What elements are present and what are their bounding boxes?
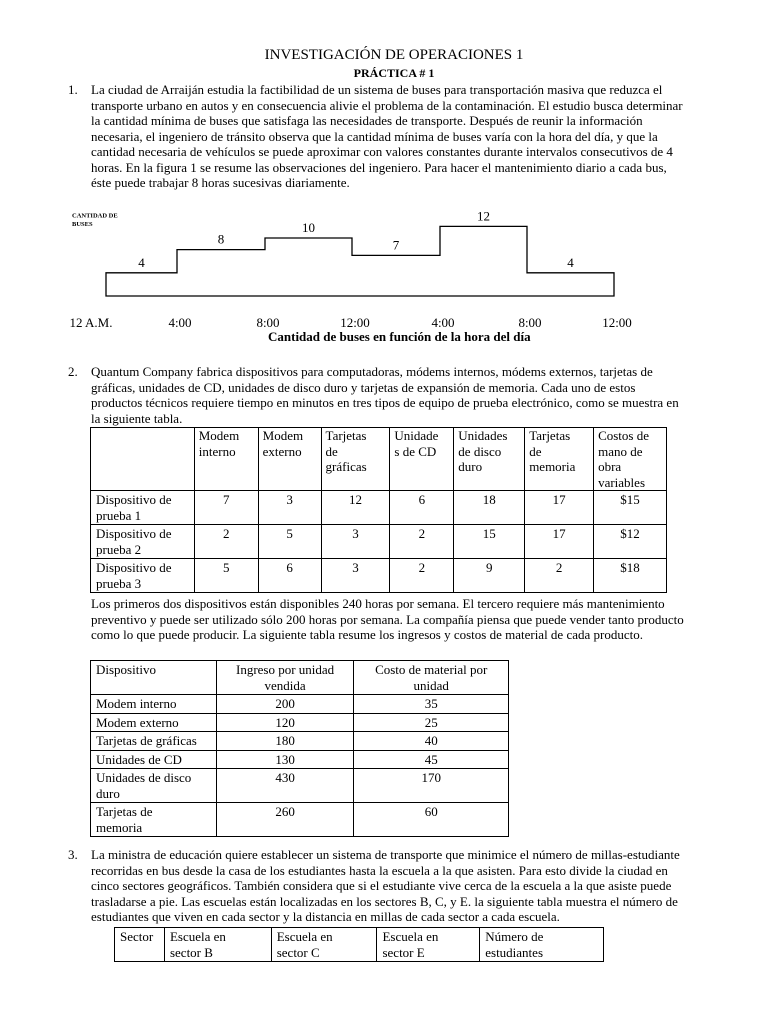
table-cell: 6: [258, 559, 321, 593]
table-cell: 5: [194, 559, 258, 593]
header-cell: Ingreso por unidad vendida: [216, 661, 354, 695]
header-cell: Sector: [115, 928, 165, 962]
table-cell: 3: [321, 525, 390, 559]
text-line: transporte urbano en autos y en consecuencia alivie el problema de la contaminación. El estudio busca determinar: [91, 97, 683, 113]
page-title: INVESTIGACIÓN DE OPERACIONES 1: [264, 47, 524, 63]
data-label: 4: [567, 254, 574, 270]
table-cell: 200: [216, 695, 354, 714]
header-cell: Tarjetas de memoria: [525, 428, 594, 491]
table-cell: 35: [354, 695, 509, 714]
table-row: [91, 491, 667, 525]
table-cell: 2: [390, 559, 454, 593]
table-cell: 17: [525, 525, 594, 559]
table-row: [91, 695, 509, 714]
text-line: trasladarse a pie. Las escuelas están localizadas en los sectores B, C, y E. la siguiente tabla muestra el número de: [91, 893, 678, 909]
table-cell: 2: [525, 559, 594, 593]
bus-step-chart: [0, 190, 768, 355]
header-cell: Número de estudiantes: [480, 928, 604, 962]
figure-caption: Cantidad de buses en función de la hora del día: [268, 329, 531, 344]
text-line: estudiantes que viven en cada sector y la distancia en millas de cada sector a cada escuela.: [91, 909, 560, 924]
x-tick-label: 4:00: [431, 315, 455, 330]
text-line: la siguiente tabla.: [91, 410, 183, 426]
table-row: [91, 559, 667, 593]
data-label: 4: [138, 254, 145, 270]
test-time-table: [90, 427, 667, 593]
text-line: horas. En la figura 1 se resume las observaciones del ingeniero. Para hacer el mantenimiento diario a cada bus,: [91, 159, 667, 175]
text-line: éste puede trabajar 8 horas sucesivas diariamente.: [91, 175, 350, 190]
question-2-text-2: [91, 596, 718, 643]
header-cell: Modem externo: [258, 428, 321, 491]
table-cell: 9: [454, 559, 525, 593]
text-line: cantidad necesaria de vehículos se puede aproximar con valores constantes durante intervalos consecutivos de 4: [91, 144, 673, 159]
table-row: [91, 803, 509, 837]
table-cell: 2: [390, 525, 454, 559]
table-cell: 3: [258, 491, 321, 525]
text-line: cinco sectores geográficos. También considera que si el estudiante vive cerca de la escuela a la que asiste puede: [91, 878, 672, 893]
row-label: Modem externo: [91, 713, 217, 732]
table-row: [91, 713, 509, 732]
question-2-number: 2.: [68, 364, 78, 379]
income-cost-table: [90, 660, 509, 837]
row-label: Tarjetas de memoria: [91, 803, 217, 837]
question-3-number: 3.: [68, 847, 78, 862]
text-line: La ministra de educación quiere establecer un sistema de transporte que minimice el número de millas-estudiante: [91, 847, 680, 862]
table-cell: 12: [321, 491, 390, 525]
table-row: [91, 750, 509, 769]
question-3-text: [91, 847, 718, 925]
y-axis-label-line-2: BUSES: [72, 221, 93, 228]
row-label: Unidades de disco duro: [91, 769, 217, 803]
header-cell: Costo de material por unidad: [354, 661, 509, 695]
table-header-row: [91, 661, 509, 695]
table-cell: 15: [454, 525, 525, 559]
table-cell: $18: [594, 559, 667, 593]
page-subtitle: PRÁCTICA # 1: [353, 66, 435, 80]
data-label: 7: [392, 237, 400, 253]
table-cell: 3: [321, 559, 390, 593]
table-cell: 130: [216, 750, 354, 769]
row-label: Dispositivo de prueba 2: [91, 525, 195, 559]
row-label: Unidades de CD: [91, 750, 217, 769]
table-cell: 170: [354, 769, 509, 803]
text-line: la cantidad mínima de buses que satisfaga las necesidades de transporte. Después de reunir la información: [91, 113, 643, 128]
text-line: preventivo y puede ser utilizado sólo 200 horas por semana. La compañía piensa que puede vender tanto producto: [91, 611, 684, 627]
table-row: [91, 732, 509, 751]
table-cell: 2: [194, 525, 258, 559]
row-label: Tarjetas de gráficas: [91, 732, 217, 751]
header-cell: Modem interno: [194, 428, 258, 491]
x-tick-label: 12:00: [340, 315, 370, 330]
x-tick-label: 8:00: [518, 315, 542, 330]
table-row: [91, 525, 667, 559]
table-cell: 6: [390, 491, 454, 525]
table-cell: $15: [594, 491, 667, 525]
header-cell: Escuela en sector C: [271, 928, 377, 962]
data-label: 12: [477, 208, 490, 224]
table-cell: 5: [258, 525, 321, 559]
question-2-text: [91, 364, 718, 426]
row-label: Modem interno: [91, 695, 217, 714]
table-cell: 260: [216, 803, 354, 837]
table-cell: 45: [354, 750, 509, 769]
header-cell: Costos de mano de obra variables: [594, 428, 667, 491]
header-cell: Escuela en sector E: [377, 928, 480, 962]
text-line: Los primeros dos dispositivos están disponibles 240 horas por semana. El tercero requiere más mantenimiento: [91, 596, 665, 611]
header-cell: Dispositivo: [91, 661, 217, 695]
table-cell: 120: [216, 713, 354, 732]
x-tick-label: 12:00: [602, 315, 632, 330]
table-row: [91, 769, 509, 803]
table-header-row: [91, 428, 667, 491]
table-cell: 18: [454, 491, 525, 525]
question-1-text: [91, 82, 718, 191]
table-cell: 40: [354, 732, 509, 751]
data-label: 10: [302, 220, 315, 235]
text-line: productos técnicos requiere tiempo en minutos en tres tipos de equipo de prueba electrónico, como se muestra en: [91, 395, 679, 410]
table-cell: 17: [525, 491, 594, 525]
x-tick-label: 8:00: [256, 315, 280, 330]
y-axis-label-line-1: CANTIDAD DE: [72, 212, 118, 220]
header-cell: Unidade s de CD: [390, 428, 454, 491]
table-header-row: [115, 928, 604, 962]
data-label: 8: [217, 231, 225, 247]
table-cell: 60: [354, 803, 509, 837]
header-cell: Unidades de disco duro: [454, 428, 525, 491]
row-label: Dispositivo de prueba 1: [91, 491, 195, 525]
header-cell: Escuela en sector B: [164, 928, 271, 962]
x-tick-label: 4:00: [168, 315, 192, 330]
schools-table: [114, 927, 604, 962]
text-line: como lo que puede producir. La siguiente tabla resume los ingresos y costos de material de cada producto.: [91, 627, 643, 642]
text-line: recorridas en bus desde la casa de los estudiantes hasta la escuela a la que asisten. Para esto divide la ciudad en: [91, 862, 668, 878]
text-line: gráficas, unidades de CD, unidades de disco duro y tarjetas de expansión de memoria. Cada uno de estos: [91, 379, 636, 395]
table-cell: 7: [194, 491, 258, 525]
header-cell: Tarjetas de gráficas: [321, 428, 390, 491]
table-cell: $12: [594, 525, 667, 559]
text-line: La ciudad de Arraiján estudia la factibilidad de un sistema de buses para transportación masiva que reduzca el: [91, 82, 663, 97]
step-line: [106, 226, 614, 296]
question-1-number: 1.: [68, 82, 78, 97]
text-line: Quantum Company fabrica dispositivos para computadoras, módems internos, módems externos, tarjetas de: [91, 364, 653, 379]
table-cell: 430: [216, 769, 354, 803]
header-cell: [91, 428, 195, 491]
text-line: necesaria, el ingeniero de tránsito observa que la cantidad mínima de buses varía con la hora del día, y que la: [91, 128, 658, 144]
x-tick-label: 12 A.M.: [69, 315, 113, 330]
table-cell: 25: [354, 713, 509, 732]
table-cell: 180: [216, 732, 354, 751]
row-label: Dispositivo de prueba 3: [91, 559, 195, 593]
